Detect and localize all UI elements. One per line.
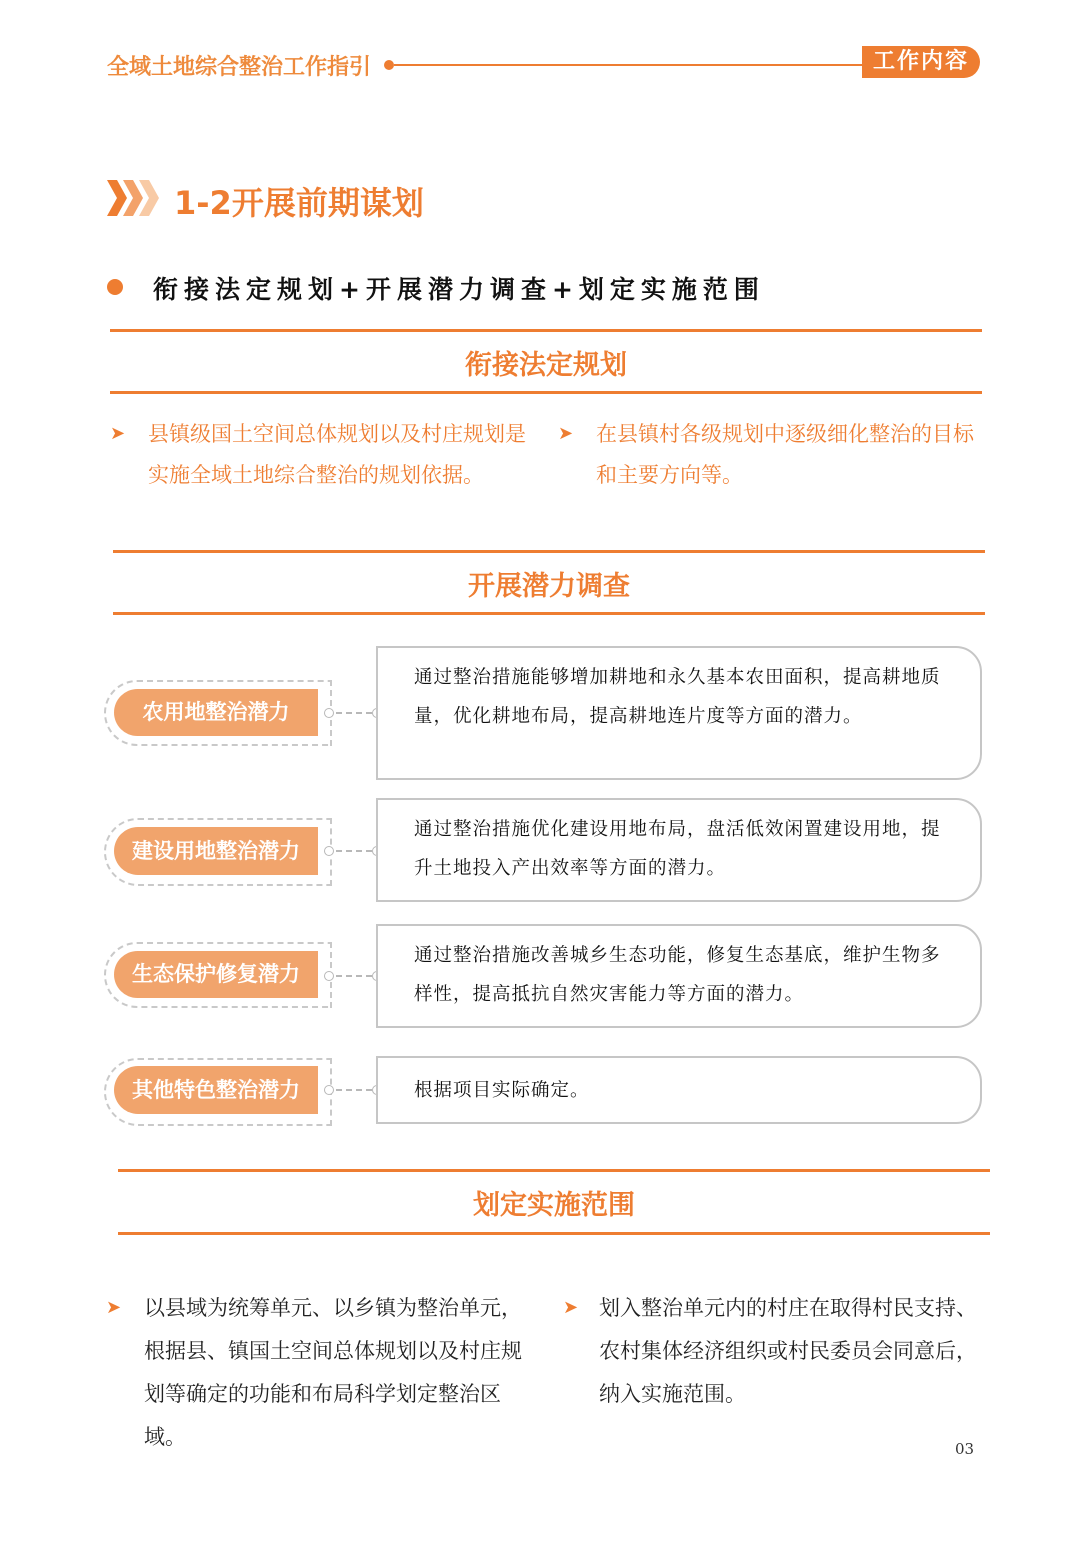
potential-desc-ecology: 通过整治措施改善城乡生态功能，修复生态基底，维护生物多样性，提高抵抗自然灾害能力等方面的潜力。 [376,924,982,1028]
connector-knob [324,708,334,718]
potential-desc-other: 根据项目实际确定。 [376,1056,982,1124]
scope-item-2 [563,1287,983,1416]
divider [118,1169,990,1172]
potential-label-farmland: 农用地整治潜力 [114,689,318,736]
potential-desc-construction: 通过整治措施优化建设用地布局，盘活低效闲置建设用地，提升土地投入产出效率等方面的潜力。 [376,798,982,902]
bullet-dot-icon [107,279,123,295]
connector-line [336,850,372,852]
scope-item-1 [106,1287,526,1459]
arrow-bullet-icon: ➤ [106,1297,122,1318]
connector-line [336,975,372,977]
potential-label-construction: 建设用地整治潜力 [114,827,318,875]
potential-label-other: 其他特色整治潜力 [114,1066,318,1114]
connector-line [336,712,372,714]
planning-item-text: 在县镇村各级规划中逐级细化整治的目标和主要方向等。 [596,422,974,487]
document-title: 全域土地综合整治工作指引 [107,55,372,80]
scope-item-text: 划入整治单元内的村庄在取得村民支持、农村集体经济组织或村民委员会同意后，纳入实施范围。 [599,1296,977,1406]
divider [113,550,985,553]
planning-item-text: 县镇级国土空间总体规划以及村庄规划是实施全域土地综合整治的规划依据。 [148,422,526,487]
header-rule [394,64,874,66]
scope-item-text: 以县域为统筹单元、以乡镇为整治单元，根据县、镇国土空间总体规划以及村庄规划等确定的功能和布局科学划定整治区域。 [144,1296,522,1449]
divider [110,391,982,394]
connector-line [336,1089,372,1091]
connector-knob [324,971,334,981]
divider [113,612,985,615]
header-dot [384,60,394,70]
divider [118,1232,990,1235]
section-subtitle: 衔接法定规划+开展潜力调查+划定实施范围 [153,275,765,304]
planning-item-1 [110,414,530,496]
triple-chevron-icon [107,180,161,216]
divider [110,329,982,332]
section-tag: 工作内容 [862,46,980,78]
arrow-bullet-icon: ➤ [563,1297,579,1318]
potential-label-ecology: 生态保护修复潜力 [114,951,318,998]
block-title-scope: 划定实施范围 [473,1190,635,1221]
section-title: 1-2开展前期谋划 [174,184,424,222]
connector-knob [324,1085,334,1095]
arrow-bullet-icon: ➤ [110,423,126,444]
block-title-survey: 开展潜力调查 [468,571,630,602]
block-title-planning: 衔接法定规划 [465,350,627,381]
connector-knob [324,846,334,856]
planning-item-2 [558,414,978,496]
potential-desc-farmland: 通过整治措施能够增加耕地和永久基本农田面积，提高耕地质量，优化耕地布局，提高耕地连片度等方面的潜力。 [376,646,982,780]
arrow-bullet-icon: ➤ [558,423,574,444]
page-number: 03 [955,1440,975,1458]
